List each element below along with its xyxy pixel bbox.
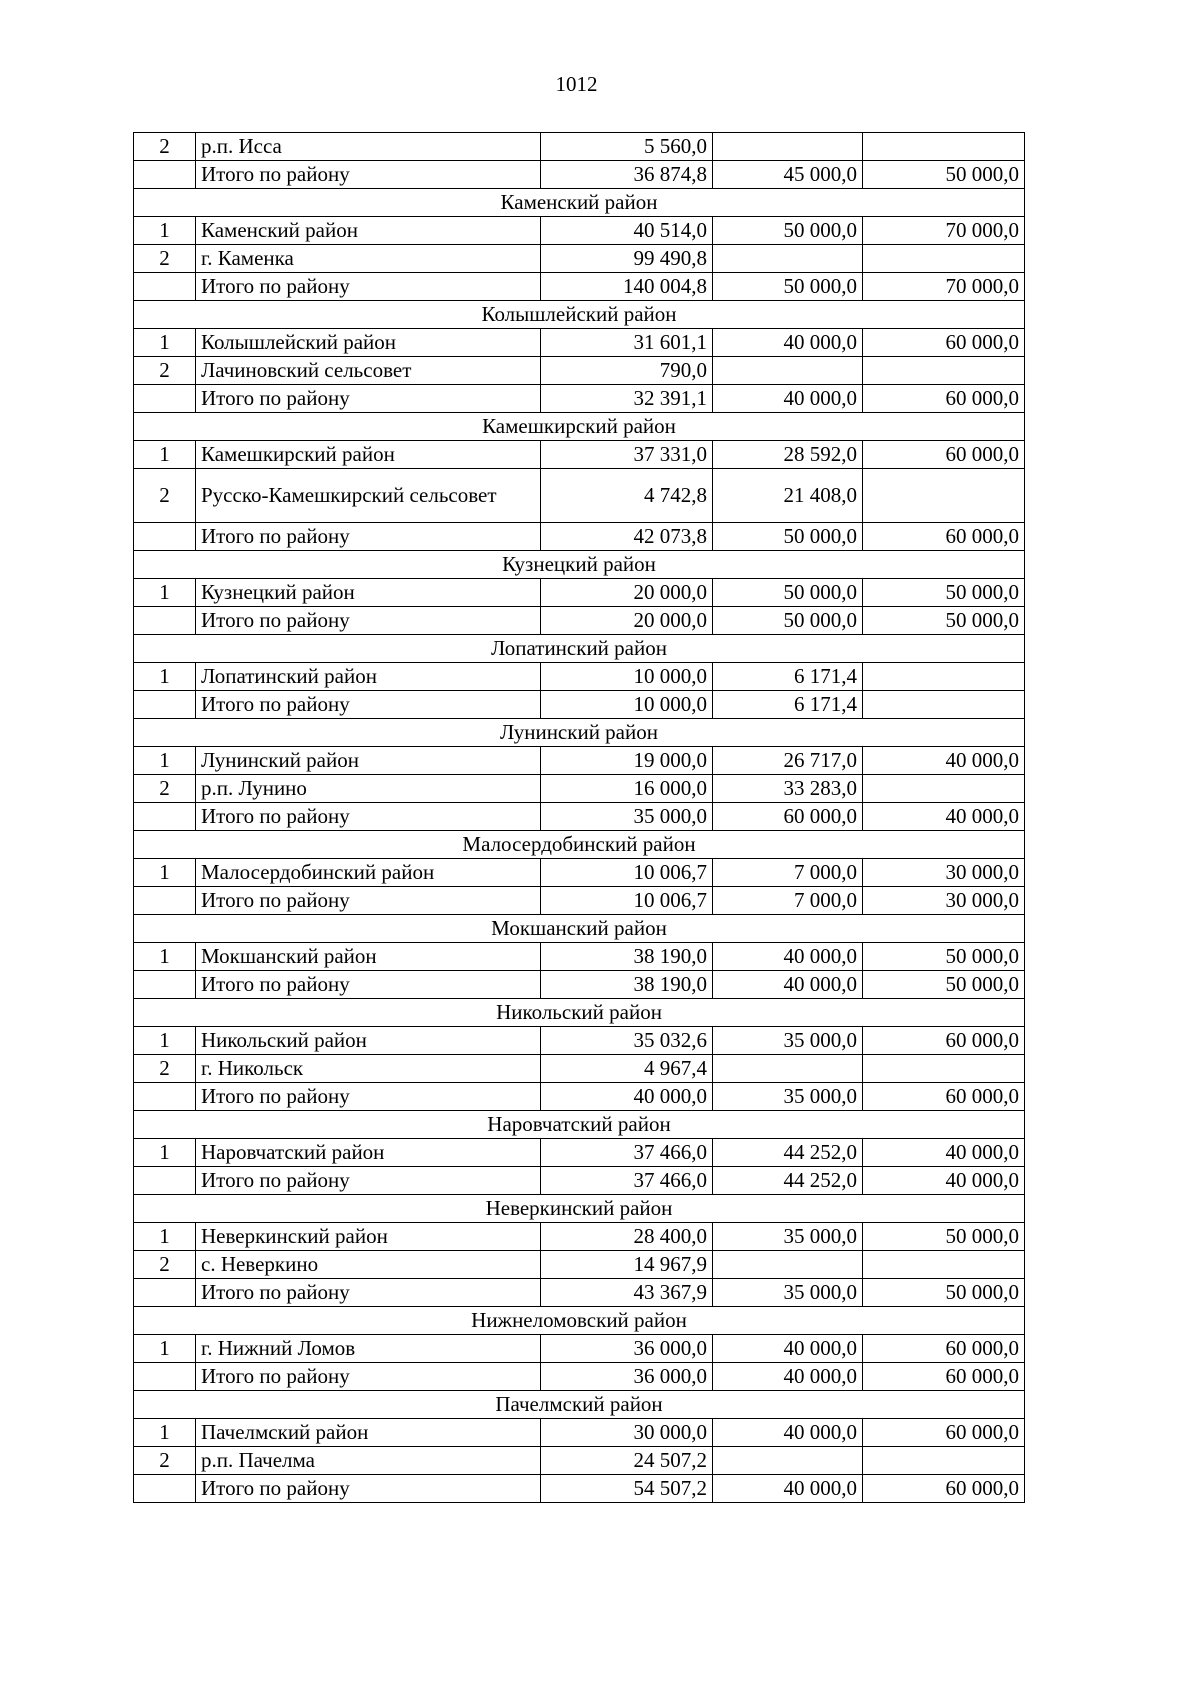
row-number-cell: 2 — [134, 133, 196, 161]
amount-col3-cell: 60 000,0 — [863, 1363, 1025, 1391]
amount-col3-cell: 30 000,0 — [863, 859, 1025, 887]
recipient-name-cell: Итого по району — [196, 887, 541, 915]
amount-col3-cell — [863, 357, 1025, 385]
amount-col2-cell: 40 000,0 — [713, 1335, 863, 1363]
amount-col1-cell: 140 004,8 — [541, 273, 713, 301]
district-title: Никольский район — [134, 999, 1025, 1027]
amount-col2-cell: 50 000,0 — [713, 579, 863, 607]
amount-col3-cell: 60 000,0 — [863, 1335, 1025, 1363]
amount-col3-cell: 40 000,0 — [863, 1167, 1025, 1195]
district-title: Колышлейский район — [134, 301, 1025, 329]
recipient-name-cell: р.п. Пачелма — [196, 1447, 541, 1475]
amount-col2-cell: 35 000,0 — [713, 1223, 863, 1251]
amount-col2-cell: 50 000,0 — [713, 607, 863, 635]
amount-col2-cell: 40 000,0 — [713, 385, 863, 413]
amount-col3-cell: 40 000,0 — [863, 747, 1025, 775]
amount-col2-cell — [713, 245, 863, 273]
district-header-row — [134, 551, 1025, 579]
amount-col3-cell: 50 000,0 — [863, 943, 1025, 971]
table-row — [134, 469, 1025, 523]
total-row — [134, 1279, 1025, 1307]
amount-col3-cell: 30 000,0 — [863, 887, 1025, 915]
total-row — [134, 803, 1025, 831]
amount-col3-cell: 60 000,0 — [863, 329, 1025, 357]
recipient-name-cell: Неверкинский район — [196, 1223, 541, 1251]
district-title: Каменский район — [134, 189, 1025, 217]
amount-col1-cell: 31 601,1 — [541, 329, 713, 357]
row-number-cell: 1 — [134, 1335, 196, 1363]
recipient-name-cell: Мокшанский район — [196, 943, 541, 971]
amount-col1-cell: 36 000,0 — [541, 1335, 713, 1363]
district-header-row — [134, 189, 1025, 217]
amount-col1-cell: 54 507,2 — [541, 1475, 713, 1503]
table-row — [134, 1419, 1025, 1447]
recipient-name-cell: Кузнецкий район — [196, 579, 541, 607]
recipient-name-cell: Итого по району — [196, 1279, 541, 1307]
district-title: Неверкинский район — [134, 1195, 1025, 1223]
amount-col1-cell: 10 000,0 — [541, 691, 713, 719]
table-row — [134, 663, 1025, 691]
amount-col1-cell: 16 000,0 — [541, 775, 713, 803]
row-number-cell — [134, 1279, 196, 1307]
amount-col2-cell — [713, 133, 863, 161]
district-header-row — [134, 999, 1025, 1027]
total-row — [134, 1083, 1025, 1111]
row-number-cell — [134, 887, 196, 915]
recipient-name-cell: Каменский район — [196, 217, 541, 245]
total-row — [134, 971, 1025, 999]
amount-col3-cell: 60 000,0 — [863, 385, 1025, 413]
row-number-cell: 1 — [134, 441, 196, 469]
amount-col1-cell: 5 560,0 — [541, 133, 713, 161]
amount-col2-cell: 6 171,4 — [713, 691, 863, 719]
district-header-row — [134, 1111, 1025, 1139]
recipient-name-cell: Лопатинский район — [196, 663, 541, 691]
amount-col1-cell: 37 466,0 — [541, 1139, 713, 1167]
total-row — [134, 607, 1025, 635]
total-row — [134, 523, 1025, 551]
district-header-row — [134, 1307, 1025, 1335]
amount-col2-cell: 40 000,0 — [713, 1419, 863, 1447]
amount-col3-cell: 60 000,0 — [863, 441, 1025, 469]
row-number-cell: 1 — [134, 859, 196, 887]
row-number-cell: 1 — [134, 1419, 196, 1447]
row-number-cell — [134, 385, 196, 413]
amount-col3-cell: 60 000,0 — [863, 1083, 1025, 1111]
amount-col3-cell: 60 000,0 — [863, 1419, 1025, 1447]
amount-col1-cell: 32 391,1 — [541, 385, 713, 413]
amount-col2-cell: 21 408,0 — [713, 469, 863, 523]
row-number-cell: 1 — [134, 1223, 196, 1251]
amount-col1-cell: 4 742,8 — [541, 469, 713, 523]
amount-col3-cell: 50 000,0 — [863, 1223, 1025, 1251]
row-number-cell: 2 — [134, 469, 196, 523]
recipient-name-cell: Лунинский район — [196, 747, 541, 775]
row-number-cell: 1 — [134, 747, 196, 775]
amount-col3-cell — [863, 469, 1025, 523]
recipient-name-cell: Итого по району — [196, 607, 541, 635]
amount-col3-cell: 50 000,0 — [863, 579, 1025, 607]
amount-col2-cell: 50 000,0 — [713, 217, 863, 245]
district-header-row — [134, 831, 1025, 859]
recipient-name-cell: с. Неверкино — [196, 1251, 541, 1279]
amount-col3-cell — [863, 1055, 1025, 1083]
amount-col2-cell: 28 592,0 — [713, 441, 863, 469]
amount-col2-cell: 40 000,0 — [713, 1475, 863, 1503]
amount-col1-cell: 30 000,0 — [541, 1419, 713, 1447]
recipient-name-cell: Итого по району — [196, 691, 541, 719]
amount-col1-cell: 19 000,0 — [541, 747, 713, 775]
total-row — [134, 385, 1025, 413]
allocation-table — [133, 132, 1025, 1503]
district-title: Наровчатский район — [134, 1111, 1025, 1139]
district-title: Нижнеломовский район — [134, 1307, 1025, 1335]
total-row — [134, 1363, 1025, 1391]
row-number-cell: 2 — [134, 1447, 196, 1475]
total-row — [134, 161, 1025, 189]
recipient-name-cell: Пачелмский район — [196, 1419, 541, 1447]
row-number-cell: 1 — [134, 663, 196, 691]
amount-col2-cell: 40 000,0 — [713, 971, 863, 999]
amount-col1-cell: 38 190,0 — [541, 971, 713, 999]
district-header-row — [134, 413, 1025, 441]
row-number-cell: 1 — [134, 1139, 196, 1167]
total-row — [134, 691, 1025, 719]
amount-col3-cell — [863, 691, 1025, 719]
amount-col1-cell: 24 507,2 — [541, 1447, 713, 1475]
recipient-name-cell: Итого по району — [196, 1083, 541, 1111]
amount-col2-cell: 50 000,0 — [713, 273, 863, 301]
recipient-name-cell: Колышлейский район — [196, 329, 541, 357]
recipient-name-cell: г. Нижний Ломов — [196, 1335, 541, 1363]
row-number-cell — [134, 1083, 196, 1111]
amount-col3-cell: 50 000,0 — [863, 971, 1025, 999]
amount-col2-cell: 7 000,0 — [713, 859, 863, 887]
row-number-cell: 2 — [134, 775, 196, 803]
amount-col3-cell: 40 000,0 — [863, 803, 1025, 831]
total-row — [134, 273, 1025, 301]
recipient-name-cell: Итого по району — [196, 803, 541, 831]
recipient-name-cell: р.п. Исса — [196, 133, 541, 161]
table-row — [134, 245, 1025, 273]
row-number-cell: 2 — [134, 1251, 196, 1279]
district-title: Лунинский район — [134, 719, 1025, 747]
amount-col1-cell: 10 000,0 — [541, 663, 713, 691]
total-row — [134, 1167, 1025, 1195]
total-row — [134, 887, 1025, 915]
amount-col1-cell: 790,0 — [541, 357, 713, 385]
recipient-name-cell: Итого по району — [196, 273, 541, 301]
district-header-row — [134, 301, 1025, 329]
table-row — [134, 217, 1025, 245]
row-number-cell: 2 — [134, 245, 196, 273]
row-number-cell — [134, 803, 196, 831]
amount-col1-cell: 37 331,0 — [541, 441, 713, 469]
amount-col3-cell: 40 000,0 — [863, 1139, 1025, 1167]
amount-col2-cell: 40 000,0 — [713, 1363, 863, 1391]
table-row — [134, 859, 1025, 887]
row-number-cell: 2 — [134, 357, 196, 385]
amount-col2-cell: 6 171,4 — [713, 663, 863, 691]
recipient-name-cell: Итого по району — [196, 1167, 541, 1195]
amount-col3-cell — [863, 663, 1025, 691]
row-number-cell — [134, 161, 196, 189]
recipient-name-cell: Итого по району — [196, 1363, 541, 1391]
amount-col1-cell: 99 490,8 — [541, 245, 713, 273]
amount-col3-cell — [863, 133, 1025, 161]
amount-col3-cell — [863, 1447, 1025, 1475]
district-title: Кузнецкий район — [134, 551, 1025, 579]
table-row — [134, 1223, 1025, 1251]
amount-col1-cell: 20 000,0 — [541, 579, 713, 607]
district-header-row — [134, 1195, 1025, 1223]
amount-col3-cell: 50 000,0 — [863, 161, 1025, 189]
amount-col2-cell — [713, 357, 863, 385]
amount-col1-cell: 14 967,9 — [541, 1251, 713, 1279]
recipient-name-cell: р.п. Лунино — [196, 775, 541, 803]
table-row — [134, 1027, 1025, 1055]
amount-col2-cell: 40 000,0 — [713, 943, 863, 971]
amount-col2-cell: 44 252,0 — [713, 1167, 863, 1195]
amount-col2-cell: 35 000,0 — [713, 1083, 863, 1111]
row-number-cell — [134, 1363, 196, 1391]
amount-col1-cell: 35 032,6 — [541, 1027, 713, 1055]
table-row — [134, 943, 1025, 971]
amount-col1-cell: 36 874,8 — [541, 161, 713, 189]
row-number-cell: 1 — [134, 943, 196, 971]
table-row — [134, 1447, 1025, 1475]
table-row — [134, 775, 1025, 803]
amount-col3-cell: 50 000,0 — [863, 607, 1025, 635]
amount-col3-cell — [863, 245, 1025, 273]
district-title: Камешкирский район — [134, 413, 1025, 441]
amount-col2-cell — [713, 1055, 863, 1083]
amount-col1-cell: 20 000,0 — [541, 607, 713, 635]
amount-col1-cell: 38 190,0 — [541, 943, 713, 971]
amount-col1-cell: 42 073,8 — [541, 523, 713, 551]
amount-col3-cell: 60 000,0 — [863, 1475, 1025, 1503]
row-number-cell: 1 — [134, 329, 196, 357]
row-number-cell — [134, 273, 196, 301]
recipient-name-cell: Итого по району — [196, 971, 541, 999]
amount-col1-cell: 40 000,0 — [541, 1083, 713, 1111]
table-row — [134, 1251, 1025, 1279]
table-body — [134, 133, 1025, 1503]
district-title: Малосердобинский район — [134, 831, 1025, 859]
amount-col3-cell: 50 000,0 — [863, 1279, 1025, 1307]
recipient-name-cell: Лачиновский сельсовет — [196, 357, 541, 385]
amount-col3-cell: 60 000,0 — [863, 523, 1025, 551]
amount-col1-cell: 35 000,0 — [541, 803, 713, 831]
amount-col2-cell: 60 000,0 — [713, 803, 863, 831]
district-title: Пачелмский район — [134, 1391, 1025, 1419]
amount-col2-cell — [713, 1447, 863, 1475]
recipient-name-cell: Итого по району — [196, 1475, 541, 1503]
row-number-cell — [134, 1167, 196, 1195]
recipient-name-cell: г. Каменка — [196, 245, 541, 273]
row-number-cell — [134, 971, 196, 999]
amount-col2-cell: 7 000,0 — [713, 887, 863, 915]
amount-col2-cell: 40 000,0 — [713, 329, 863, 357]
table-row — [134, 747, 1025, 775]
row-number-cell: 2 — [134, 1055, 196, 1083]
table-row — [134, 579, 1025, 607]
district-header-row — [134, 915, 1025, 943]
amount-col2-cell: 45 000,0 — [713, 161, 863, 189]
table-row — [134, 1139, 1025, 1167]
amount-col3-cell: 60 000,0 — [863, 1027, 1025, 1055]
table-row — [134, 1335, 1025, 1363]
amount-col2-cell: 35 000,0 — [713, 1027, 863, 1055]
amount-col3-cell: 70 000,0 — [863, 273, 1025, 301]
amount-col2-cell — [713, 1251, 863, 1279]
amount-col1-cell: 10 006,7 — [541, 859, 713, 887]
row-number-cell: 1 — [134, 1027, 196, 1055]
recipient-name-cell: Камешкирский район — [196, 441, 541, 469]
row-number-cell: 1 — [134, 579, 196, 607]
amount-col3-cell — [863, 1251, 1025, 1279]
district-title: Мокшанский район — [134, 915, 1025, 943]
row-number-cell — [134, 691, 196, 719]
table-row — [134, 1055, 1025, 1083]
recipient-name-cell: г. Никольск — [196, 1055, 541, 1083]
amount-col3-cell: 70 000,0 — [863, 217, 1025, 245]
row-number-cell — [134, 1475, 196, 1503]
recipient-name-cell: Никольский район — [196, 1027, 541, 1055]
amount-col1-cell: 40 514,0 — [541, 217, 713, 245]
amount-col2-cell: 44 252,0 — [713, 1139, 863, 1167]
district-header-row — [134, 719, 1025, 747]
recipient-name-cell: Малосердобинский район — [196, 859, 541, 887]
recipient-name-cell: Итого по району — [196, 523, 541, 551]
row-number-cell — [134, 523, 196, 551]
table-row — [134, 357, 1025, 385]
recipient-name-cell: Итого по району — [196, 161, 541, 189]
amount-col1-cell: 28 400,0 — [541, 1223, 713, 1251]
amount-col1-cell: 4 967,4 — [541, 1055, 713, 1083]
amount-col2-cell: 33 283,0 — [713, 775, 863, 803]
amount-col1-cell: 43 367,9 — [541, 1279, 713, 1307]
amount-col1-cell: 10 006,7 — [541, 887, 713, 915]
amount-col1-cell: 37 466,0 — [541, 1167, 713, 1195]
amount-col3-cell — [863, 775, 1025, 803]
row-number-cell: 1 — [134, 217, 196, 245]
amount-col2-cell: 35 000,0 — [713, 1279, 863, 1307]
table-row — [134, 133, 1025, 161]
total-row — [134, 1475, 1025, 1503]
table-row — [134, 441, 1025, 469]
table-row — [134, 329, 1025, 357]
district-header-row — [134, 635, 1025, 663]
page-number: 1012 — [555, 72, 598, 96]
district-title: Лопатинский район — [134, 635, 1025, 663]
district-header-row — [134, 1391, 1025, 1419]
amount-col1-cell: 36 000,0 — [541, 1363, 713, 1391]
recipient-name-cell: Итого по району — [196, 385, 541, 413]
recipient-name-cell: Наровчатский район — [196, 1139, 541, 1167]
amount-col2-cell: 26 717,0 — [713, 747, 863, 775]
recipient-name-cell: Русско-Камешкирский сельсовет — [196, 469, 541, 523]
amount-col2-cell: 50 000,0 — [713, 523, 863, 551]
row-number-cell — [134, 607, 196, 635]
